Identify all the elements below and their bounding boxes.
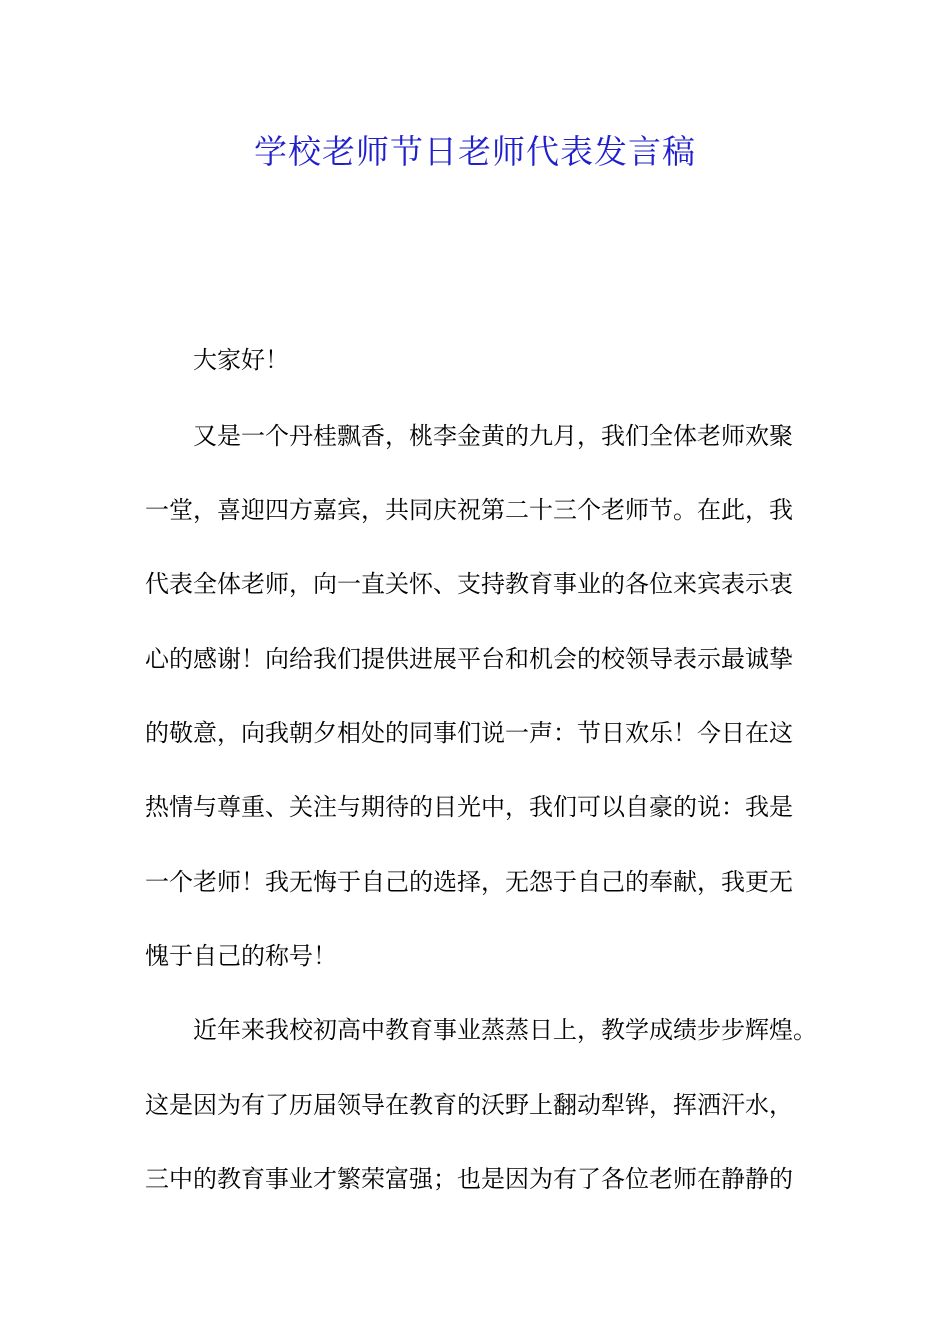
paragraph-line: 代表全体老师，向一直关怀、支持教育事业的各位来宾表示衷 [145, 570, 793, 598]
paragraph-line: 三中的教育事业才繁荣富强；也是因为有了各位老师在静静的 [145, 1165, 793, 1193]
paragraph-line: 一堂，喜迎四方嘉宾，共同庆祝第二十三个老师节。在此，我 [145, 496, 793, 524]
document-title: 学校老师节日老师代表发言稿 [254, 132, 696, 171]
paragraph-line: 热情与尊重、关注与期待的目光中，我们可以自豪的说：我是 [145, 793, 793, 821]
paragraph-line: 这是因为有了历届领导在教育的沃野上翻动犁铧，挥洒汗水， [145, 1091, 793, 1119]
paragraph-line: 大家好！ [193, 346, 289, 374]
paragraph-line: 愧于自己的称号！ [145, 942, 337, 970]
paragraph-line: 一个老师！我无悔于自己的选择，无怨于自己的奉献，我更无 [145, 868, 793, 896]
paragraph-line: 心的感谢！向给我们提供进展平台和机会的校领导表示最诚挚 [145, 645, 793, 673]
paragraph-line: 的敬意，向我朝夕相处的同事们说一声：节日欢乐！今日在这 [145, 719, 793, 747]
paragraph-line: 又是一个丹桂飘香，桃李金黄的九月，我们全体老师欢聚 [193, 422, 793, 450]
paragraph-line: 近年来我校初高中教育事业蒸蒸日上，教学成绩步步辉煌。 [193, 1016, 817, 1044]
